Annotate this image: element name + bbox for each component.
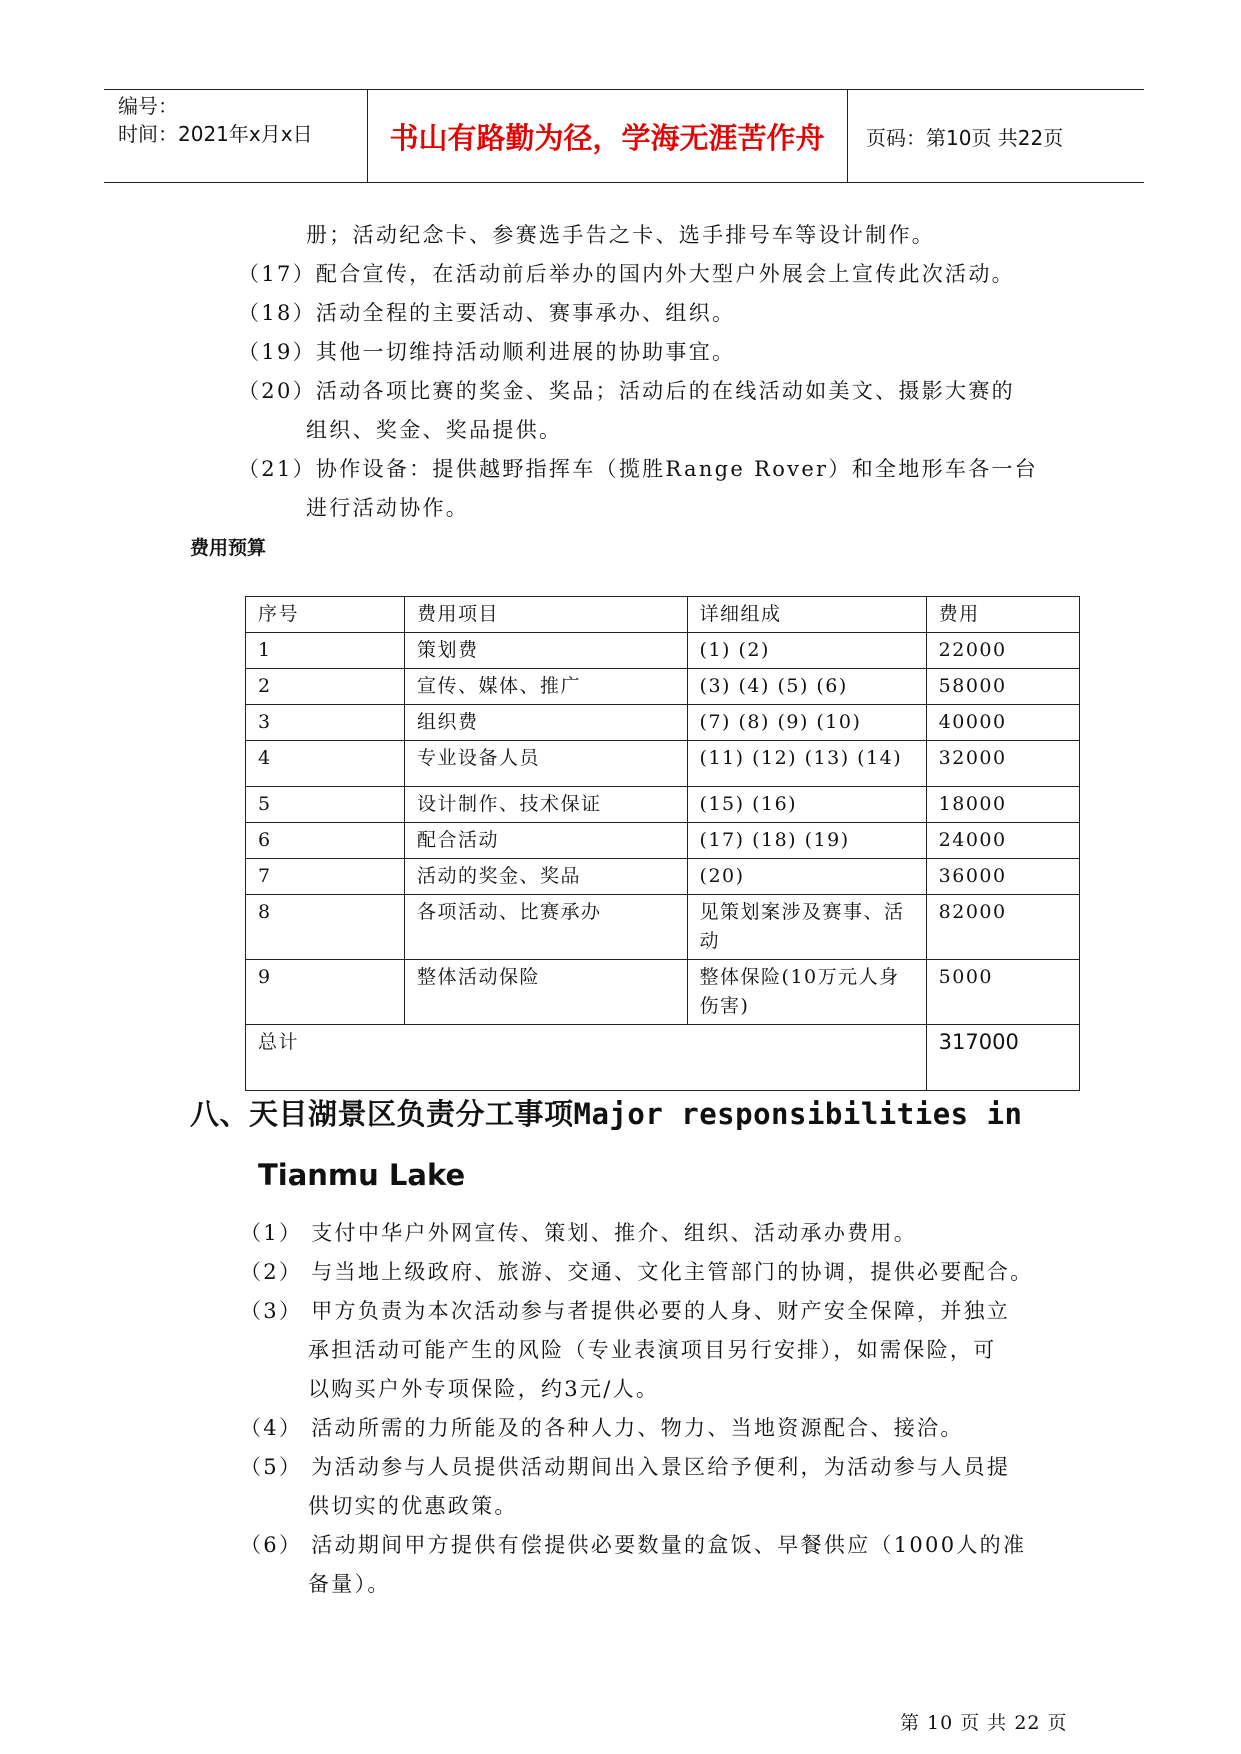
- table-header-cell: 详细组成: [687, 597, 926, 633]
- list-item: （19）其他一切维持活动顺利进展的协助事宜。: [238, 340, 736, 364]
- table-cell: 策划费: [405, 633, 687, 669]
- table-cell: 设计制作、技术保证: [405, 787, 687, 823]
- table-header-cell: 费用: [926, 597, 1079, 633]
- table-cell: 组织费: [405, 705, 687, 741]
- table-cell: (1) (2): [687, 633, 926, 669]
- list-item: （20）活动各项比赛的奖金、奖品；活动后的在线活动如美文、摄影大赛的: [238, 379, 1015, 403]
- table-cell: 1: [246, 633, 405, 669]
- page-footer: 第 10 页 共 22 页: [900, 1712, 1068, 1734]
- table-row: [246, 787, 1080, 823]
- table-cell: 各项活动、比赛承办: [405, 895, 687, 960]
- table-cell: 4: [246, 741, 405, 787]
- table-cell: 5000: [926, 960, 1079, 1025]
- budget-title: 费用预算: [190, 537, 267, 559]
- budget-table: [245, 596, 1080, 1091]
- table-cell: 58000: [926, 669, 1079, 705]
- list-item: （3） 甲方负责为本次活动参与者提供必要的人身、财产安全保障，并独立: [240, 1299, 1011, 1323]
- table-header-cell: 序号: [246, 597, 405, 633]
- table-total-row: [246, 1025, 1080, 1091]
- list-item: 进行活动协作。: [306, 496, 470, 520]
- table-cell: 82000: [926, 895, 1079, 960]
- list-item: （18）活动全程的主要活动、赛事承办、组织。: [238, 301, 736, 325]
- table-header-row: [246, 597, 1080, 633]
- page-header: [104, 89, 1144, 183]
- table-row: [246, 705, 1080, 741]
- table-cell: 专业设备人员: [405, 741, 687, 787]
- list-item: （5） 为活动参与人员提供活动期间出入景区给予便利，为活动参与人员提: [240, 1455, 1011, 1479]
- total-value: 317000: [926, 1025, 1079, 1091]
- table-row: [246, 823, 1080, 859]
- document-number-label: 编号：: [118, 94, 178, 118]
- table-cell: 24000: [926, 823, 1079, 859]
- table-row: [246, 669, 1080, 705]
- list-item: （21）协作设备：提供越野指挥车（揽胜Range Rover）和全地形车各一台: [238, 457, 1039, 481]
- list-item: 承担活动可能产生的风险（专业表演项目另行安排），如需保险，可: [308, 1338, 997, 1362]
- table-cell: 7: [246, 859, 405, 895]
- list-item: 备量）。: [308, 1572, 391, 1596]
- table-cell: 6: [246, 823, 405, 859]
- table-cell: (20): [687, 859, 926, 895]
- header-divider: [847, 90, 848, 182]
- table-cell: 整体活动保险: [405, 960, 687, 1025]
- header-motto: 书山有路勤为径，学海无涯苦作舟: [389, 121, 825, 155]
- list-item: 以购买户外专项保险，约3元/人。: [308, 1377, 660, 1401]
- list-item: （4） 活动所需的力所能及的各种人力、物力、当地资源配合、接洽。: [240, 1416, 964, 1440]
- table-cell: 配合活动: [405, 823, 687, 859]
- table-cell: 36000: [926, 859, 1079, 895]
- table-cell: 整体保险(10万元人身伤害): [687, 960, 926, 1025]
- table-cell: 9: [246, 960, 405, 1025]
- table-cell: 活动的奖金、奖品: [405, 859, 687, 895]
- table-cell: 32000: [926, 741, 1079, 787]
- table-cell: 3: [246, 705, 405, 741]
- document-time-label: 时间：2021年x月x日: [118, 122, 313, 146]
- table-cell: 22000: [926, 633, 1079, 669]
- table-cell: 宣传、媒体、推广: [405, 669, 687, 705]
- table-cell: 5: [246, 787, 405, 823]
- table-cell: 8: [246, 895, 405, 960]
- header-left: [118, 92, 313, 148]
- table-cell: (11) (12) (13) (14): [687, 741, 926, 787]
- table-row: [246, 741, 1080, 787]
- table-row: [246, 895, 1080, 960]
- section-heading-continued: Tianmu Lake: [258, 1158, 466, 1192]
- list-item: （2） 与当地上级政府、旅游、交通、文化主管部门的协调，提供必要配合。: [240, 1260, 1034, 1284]
- list-item: 册；活动纪念卡、参赛选手告之卡、选手排号车等设计制作。: [306, 223, 936, 247]
- list-item: 供切实的优惠政策。: [308, 1494, 518, 1518]
- header-page-info: 页码：第10页 共22页: [866, 126, 1064, 150]
- table-row: [246, 960, 1080, 1025]
- list-item: （1） 支付中华户外网宣传、策划、推介、组织、活动承办费用。: [240, 1221, 918, 1245]
- list-item: 组织、奖金、奖品提供。: [306, 418, 563, 442]
- table-cell: 40000: [926, 705, 1079, 741]
- table-cell: (15) (16): [687, 787, 926, 823]
- list-item: （17）配合宣传，在活动前后举办的国内外大型户外展会上宣传此次活动。: [238, 262, 1015, 286]
- table-row: [246, 633, 1080, 669]
- table-cell: (3) (4) (5) (6): [687, 669, 926, 705]
- table-cell: 2: [246, 669, 405, 705]
- table-cell: 18000: [926, 787, 1079, 823]
- table-header-cell: 费用项目: [405, 597, 687, 633]
- table-cell: (17) (18) (19): [687, 823, 926, 859]
- section-heading: 八、天目湖景区负责分工事项Major responsibilities in: [190, 1097, 1023, 1131]
- table-row: [246, 859, 1080, 895]
- total-label: 总计: [246, 1025, 927, 1091]
- table-cell: (7) (8) (9) (10): [687, 705, 926, 741]
- table-cell: 见策划案涉及赛事、活动: [687, 895, 926, 960]
- list-item: （6） 活动期间甲方提供有偿提供必要数量的盒饭、早餐供应（1000人的准: [240, 1533, 1027, 1557]
